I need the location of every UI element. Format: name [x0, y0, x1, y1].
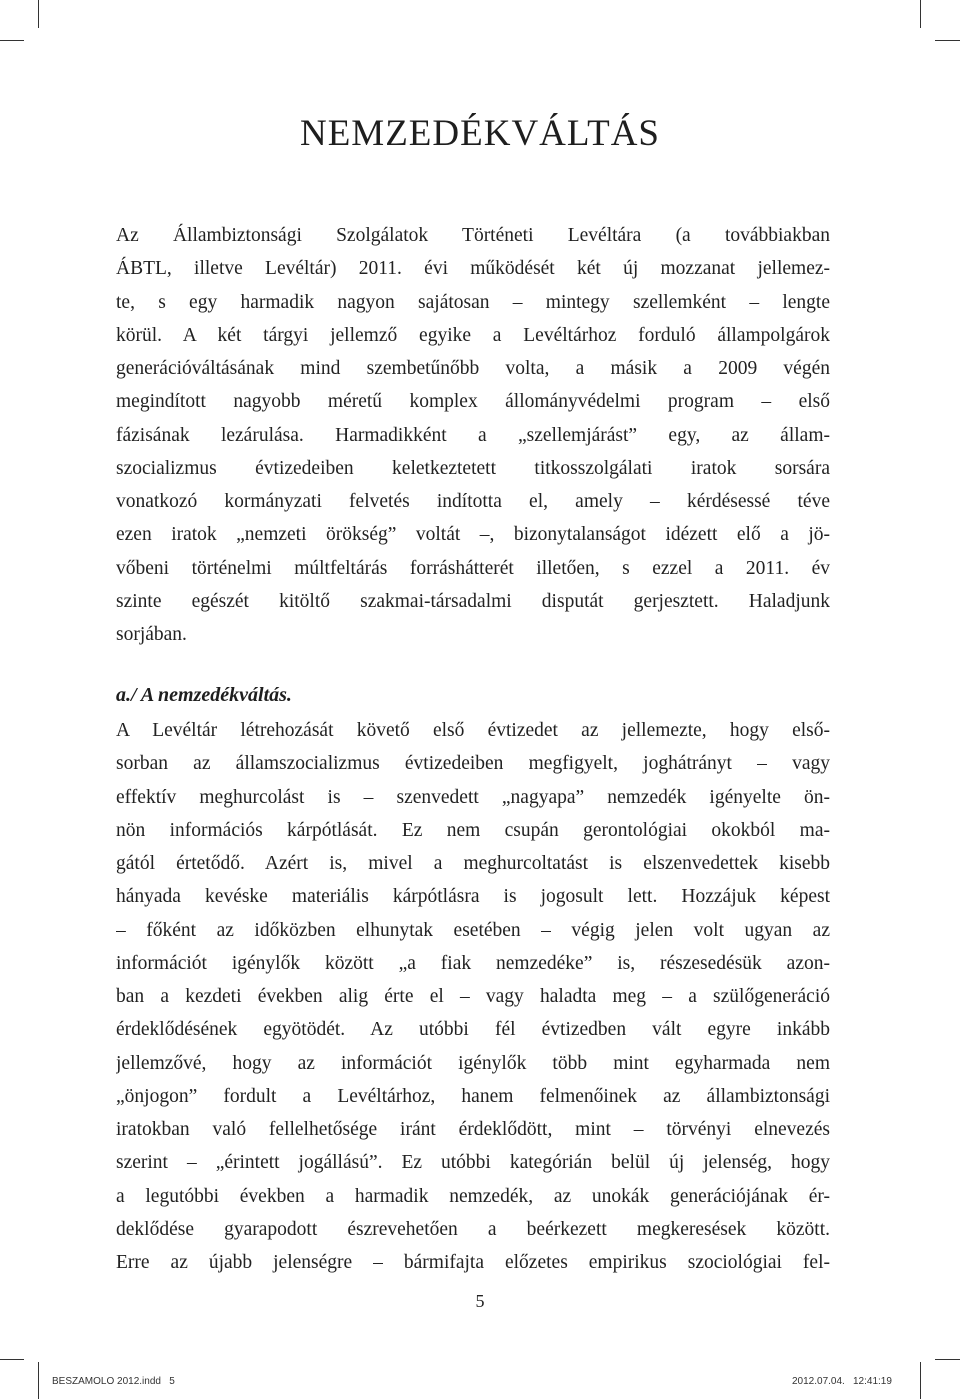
text-line: deklődése gyarapodott észrevehetően a beérkezett megkeresések között.	[116, 1218, 830, 1240]
crop-mark-left-top	[0, 40, 24, 41]
text-line: hányada kevéske materiális kárpótlásra is jogosult lett. Hozzájuk képest	[116, 886, 830, 908]
text-line: szinte egészét kitöltő szakmai-társadalmi disputát gerjesztett. Haladjunk	[116, 590, 830, 612]
text-line: jellemzővé, hogy az információt igénylők több mint egyharmada nem	[116, 1052, 830, 1074]
text-line: információt igénylők között „a fiak nemzedéke” is, részesedésük azon-	[116, 952, 830, 974]
text-line: megindított nagyobb méretű komplex állományvédelmi program – első	[116, 391, 830, 413]
text-line: te, s egy harmadik nagyon sajátosan – mintegy szellemként – lengte	[116, 291, 830, 313]
text-line: vőbeni történelmi múltfeltárás forráshátterét illetően, s ezzel a 2011. év	[116, 557, 830, 579]
text-line: a legutóbbi években a harmadik nemzedék, az unokák generációjának ér-	[116, 1185, 830, 1207]
text-line: érdeklődésének egyötödét. Az utóbbi fél évtizedben vált egyre inkább	[116, 1019, 830, 1041]
text-line: fázisának lezárulása. Harmadikként a „szellemjárást” egy, az állam-	[116, 424, 830, 446]
text-line: ÁBTL, illetve Levéltár) 2011. évi működését két új mozzanat jellemez-	[116, 258, 830, 280]
text-line: „önjogon” fordult a Levéltárhoz, hanem felmenőinek az állambiztonsági	[116, 1085, 830, 1107]
crop-mark-top-right	[920, 0, 921, 28]
text-line: ban a kezdeti években alig érte el – vagy haladta meg – a szülőgeneráció	[116, 986, 830, 1007]
text-line: effektív meghurcolást is – szenvedett „nagyapa” nemzedék igényelte ön-	[116, 786, 830, 808]
text-line: sorban az államszocializmus évtizedeiben megfigyelt, joghátrányt – vagy	[116, 753, 830, 775]
text-line: – főként az időközben elhunytak esetében – végig jelen volt ugyan az	[116, 919, 830, 941]
text-line: ezen iratok „nemzeti örökség” voltát –, bizonytalanságot idézett elő a jö-	[116, 524, 830, 546]
crop-mark-bottom-right	[920, 1362, 921, 1399]
text-line: vonatkozó kormányzati felvetés indította el, amely – kérdésessé téve	[116, 491, 830, 512]
text-line: A Levéltár létrehozását követő első évtizedet az jellemezte, hogy első-	[116, 720, 830, 741]
crop-mark-right-bottom	[935, 1359, 960, 1360]
paragraph-intro	[116, 219, 830, 651]
text-line: gától értetődő. Azért is, mivel a meghurcoltatást is elszenvedettek kisebb	[116, 853, 830, 874]
text-line: nön információs kárpótlását. Ez nem csupán gerontológiai okokból ma-	[116, 819, 830, 841]
text-line: Az Állambiztonsági Szolgálatok Történeti Levéltára (a továbbiakban	[116, 225, 830, 246]
section-heading: a./ A nemzedékváltás.	[116, 684, 292, 706]
text-line: Erre az újabb jelenségre – bármifajta előzetes empirikus szociológiai fel-	[116, 1252, 830, 1273]
crop-mark-top-left	[38, 0, 39, 28]
text-line: sorjában.	[116, 624, 187, 645]
text-line: szerint – „érintett jogállású”. Ez utóbbi kategórián belül új jelenség, hogy	[116, 1152, 830, 1174]
slug-filename: BESZAMOLO 2012.indd 5	[52, 1376, 175, 1387]
crop-mark-bottom-left	[38, 1362, 39, 1399]
crop-mark-left-bottom	[0, 1359, 24, 1360]
crop-mark-right-top	[935, 40, 960, 41]
slug-time: 12:41:19	[853, 1376, 892, 1387]
text-line: iratokban való fellelhetősége iránt érdeklődött, mint – törvényi elnevezés	[116, 1119, 830, 1140]
text-line: szocializmus évtizedeiben keletkeztetett titkosszolgálati iratok sorsára	[116, 457, 830, 479]
slug-date: 2012.07.04.	[792, 1376, 845, 1387]
text-line: körül. A két tárgyi jellemző egyike a Levéltárhoz forduló állampolgárok	[116, 324, 830, 346]
page-title: NEMZEDÉKVÁLTÁS	[299, 113, 660, 154]
page-number: 5	[475, 1291, 485, 1311]
text-line: generációváltásának mind szembetűnőbb volta, a másik a 2009 végén	[116, 358, 830, 379]
paragraph-generation-change	[116, 714, 830, 1279]
